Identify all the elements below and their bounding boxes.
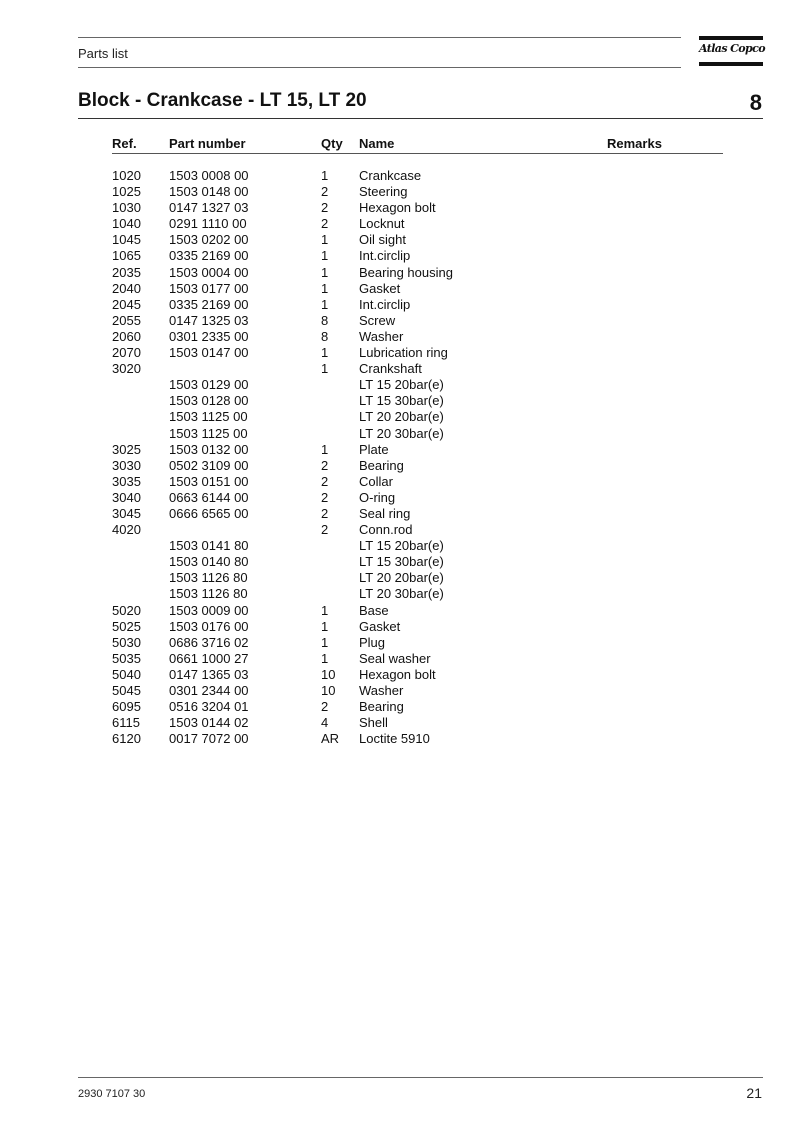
header-qty: Qty: [321, 136, 343, 151]
cell-qty: 2: [321, 184, 329, 200]
cell-qty: 1: [321, 618, 329, 634]
cell-qty: 1: [321, 441, 329, 457]
cell-qty: 1: [321, 280, 329, 296]
table-row: [112, 442, 723, 458]
cell-name: Plug: [359, 634, 386, 650]
cell-part-number: 1503 0004 00: [169, 264, 249, 280]
table-row: [112, 377, 723, 393]
cell-qty: 1: [321, 650, 329, 666]
cell-qty: 10: [321, 666, 336, 682]
header-label: Parts list: [78, 46, 128, 61]
table-row: [112, 329, 723, 345]
cell-name: Bearing housing: [359, 264, 453, 280]
cell-ref: 5030: [112, 634, 141, 650]
cell-name: Bearing: [359, 457, 404, 473]
cell-qty: 1: [321, 248, 329, 264]
cell-part-number: 1503 0008 00: [169, 168, 249, 183]
cell-name: Seal ring: [359, 505, 411, 521]
cell-qty: 4: [321, 715, 329, 731]
cell-name: Crankshaft: [359, 361, 422, 377]
cell-part-number: 1503 0176 00: [169, 618, 249, 634]
cell-name: Screw: [359, 312, 396, 328]
table-row: [112, 570, 723, 586]
cell-ref: 2035: [112, 264, 141, 280]
footer-rule: [78, 1077, 763, 1078]
cell-ref: 2045: [112, 296, 141, 312]
cell-name: LT 20 20bar(e): [359, 409, 444, 425]
header-rule-bottom: [78, 67, 681, 68]
cell-qty: AR: [321, 731, 340, 747]
cell-qty: 2: [321, 200, 329, 216]
table-row: [112, 265, 723, 281]
cell-name: Bearing: [359, 699, 404, 715]
cell-part-number: 1503 0148 00: [169, 184, 249, 200]
table-row: [112, 699, 723, 715]
logo-bar-bottom: [699, 62, 763, 66]
cell-name: Washer: [359, 683, 404, 698]
cell-ref: 3040: [112, 489, 141, 505]
cell-part-number: 0663 6144 00: [169, 489, 249, 505]
cell-ref: 4020: [112, 522, 141, 538]
cell-part-number: 1503 0132 00: [169, 441, 249, 457]
cell-name: Crankcase: [359, 168, 422, 183]
cell-name: LT 20 30bar(e): [359, 425, 444, 441]
table-row: [112, 538, 723, 554]
cell-part-number: 0147 1325 03: [169, 312, 249, 328]
cell-ref: 3020: [112, 361, 141, 377]
cell-name: O-ring: [359, 489, 396, 505]
cell-ref: 1045: [112, 232, 141, 248]
cell-name: LT 15 20bar(e): [359, 538, 444, 554]
table-row: [112, 603, 723, 619]
cell-part-number: 1503 0147 00: [169, 345, 249, 361]
table-row: [112, 683, 723, 699]
table-row: [112, 393, 723, 409]
cell-part-number: 1503 1125 00: [169, 409, 248, 425]
cell-part-number: 1503 0009 00: [169, 602, 249, 618]
section-title: Block - Crankcase - LT 15, LT 20: [78, 90, 367, 111]
cell-name: Loctite 5910: [359, 731, 430, 747]
cell-part-number: 0661 1000 27: [169, 650, 249, 666]
cell-ref: 5020: [112, 602, 141, 618]
cell-ref: 5035: [112, 650, 141, 666]
cell-qty: 8: [321, 328, 329, 344]
section-number: 8: [749, 90, 762, 115]
table-row: [112, 184, 723, 200]
table-row: [112, 667, 723, 683]
cell-name: LT 15 30bar(e): [359, 554, 444, 570]
cell-part-number: 1503 0141 80: [169, 538, 249, 554]
table-row: [112, 168, 723, 184]
cell-name: LT 15 20bar(e): [359, 377, 444, 393]
cell-name: Lubrication ring: [359, 345, 448, 361]
table-row: [112, 409, 723, 425]
header-part-number: Part number: [169, 136, 246, 151]
cell-qty: 2: [321, 522, 329, 538]
atlas-copco-logo: [699, 36, 763, 67]
cell-part-number: 0147 1365 03: [169, 666, 249, 682]
table-row: [112, 586, 723, 602]
table-row: [112, 490, 723, 506]
cell-qty: 1: [321, 264, 329, 280]
cell-name: Base: [359, 602, 389, 618]
cell-part-number: 0335 2169 00: [169, 248, 249, 264]
cell-name: Seal washer: [359, 650, 431, 666]
cell-name: Conn.rod: [359, 522, 413, 538]
table-row: [112, 281, 723, 297]
cell-qty: 1: [321, 361, 329, 377]
table-row: [112, 248, 723, 264]
cell-part-number: 1503 0129 00: [169, 377, 249, 393]
cell-qty: 1: [321, 345, 329, 361]
cell-ref: 2055: [112, 312, 141, 328]
cell-name: Int.circlip: [359, 296, 411, 312]
cell-ref: 2070: [112, 345, 141, 361]
table-row: [112, 458, 723, 474]
cell-name: LT 15 30bar(e): [359, 393, 444, 409]
cell-part-number: 1503 0202 00: [169, 232, 249, 248]
cell-qty: 10: [321, 683, 336, 698]
cell-part-number: 1503 1126 80: [169, 586, 248, 602]
cell-part-number: 0335 2169 00: [169, 296, 249, 312]
cell-qty: 2: [321, 699, 329, 715]
cell-qty: 8: [321, 312, 329, 328]
table-row: [112, 232, 723, 248]
table-row: [112, 361, 723, 377]
cell-ref: 6095: [112, 699, 141, 715]
logo-wordmark: Atlas Copco: [699, 42, 765, 55]
table-row: [112, 522, 723, 538]
cell-part-number: 1503 1126 80: [169, 570, 248, 586]
cell-qty: 2: [321, 489, 329, 505]
cell-qty: 2: [321, 505, 329, 521]
cell-part-number: 1503 0140 80: [169, 554, 249, 570]
cell-name: Washer: [359, 328, 404, 344]
cell-ref: 1065: [112, 248, 141, 264]
table-row: [112, 731, 723, 747]
table-body: [112, 168, 723, 747]
cell-part-number: 0502 3109 00: [169, 457, 249, 473]
cell-name: Gasket: [359, 618, 401, 634]
table-row: [112, 554, 723, 570]
cell-name: Plate: [359, 441, 389, 457]
table-header: [112, 135, 723, 154]
cell-qty: 2: [321, 457, 329, 473]
cell-qty: 2: [321, 473, 329, 489]
cell-name: Int.circlip: [359, 248, 411, 264]
table-row: [112, 200, 723, 216]
cell-name: Collar: [359, 473, 393, 489]
cell-part-number: 0147 1327 03: [169, 200, 249, 216]
table-row: [112, 297, 723, 313]
header-remarks: Remarks: [607, 136, 662, 151]
table-row: [112, 506, 723, 522]
cell-qty: 1: [321, 602, 329, 618]
cell-ref: 1025: [112, 184, 141, 200]
table-row: [112, 474, 723, 490]
cell-part-number: 0686 3716 02: [169, 634, 249, 650]
cell-qty: 1: [321, 168, 329, 183]
table-row: [112, 651, 723, 667]
cell-ref: 5040: [112, 666, 141, 682]
table-row: [112, 635, 723, 651]
cell-part-number: 1503 1125 00: [169, 425, 248, 441]
cell-ref: 2060: [112, 328, 141, 344]
cell-qty: 2: [321, 216, 329, 232]
cell-name: LT 20 20bar(e): [359, 570, 444, 586]
cell-ref: 1030: [112, 200, 141, 216]
cell-name: Shell: [359, 715, 388, 731]
cell-ref: 3035: [112, 473, 141, 489]
cell-part-number: 0017 7072 00: [169, 731, 249, 747]
table-row: [112, 216, 723, 232]
table-row: [112, 345, 723, 361]
cell-part-number: 1503 0144 02: [169, 715, 249, 731]
parts-table: [112, 135, 723, 747]
cell-part-number: 1503 0128 00: [169, 393, 249, 409]
cell-name: Hexagon bolt: [359, 200, 436, 216]
cell-ref: 5045: [112, 683, 141, 698]
cell-part-number: 0666 6565 00: [169, 505, 249, 521]
logo-bar-top: [699, 36, 763, 40]
cell-part-number: 0291 1110 00: [169, 216, 247, 232]
cell-name: Oil sight: [359, 232, 406, 248]
title-rule: [78, 118, 763, 119]
cell-name: Locknut: [359, 216, 405, 232]
cell-part-number: 1503 0177 00: [169, 280, 249, 296]
table-row: [112, 426, 723, 442]
cell-part-number: 1503 0151 00: [169, 473, 249, 489]
document-number: 2930 7107 30: [78, 1088, 146, 1100]
table-row: [112, 619, 723, 635]
page-number: 21: [746, 1085, 762, 1101]
cell-ref: 2040: [112, 280, 141, 296]
cell-ref: 3045: [112, 505, 141, 521]
header-name: Name: [359, 136, 395, 151]
header-ref: Ref.: [112, 136, 137, 151]
cell-ref: 1020: [112, 168, 141, 183]
cell-qty: 1: [321, 634, 329, 650]
cell-ref: 1040: [112, 216, 141, 232]
cell-ref: 3025: [112, 441, 141, 457]
table-row: [112, 715, 723, 731]
cell-name: LT 20 30bar(e): [359, 586, 444, 602]
cell-part-number: 0301 2344 00: [169, 683, 249, 698]
cell-part-number: 0301 2335 00: [169, 328, 249, 344]
cell-ref: 3030: [112, 457, 141, 473]
cell-ref: 6115: [112, 715, 140, 731]
table-row: [112, 313, 723, 329]
cell-ref: 6120: [112, 731, 141, 747]
cell-ref: 5025: [112, 618, 141, 634]
cell-qty: 1: [321, 232, 329, 248]
cell-qty: 1: [321, 296, 329, 312]
cell-name: Hexagon bolt: [359, 666, 436, 682]
cell-name: Steering: [359, 184, 408, 200]
cell-part-number: 0516 3204 01: [169, 699, 249, 715]
cell-name: Gasket: [359, 280, 401, 296]
header-rule-top: [78, 37, 681, 38]
